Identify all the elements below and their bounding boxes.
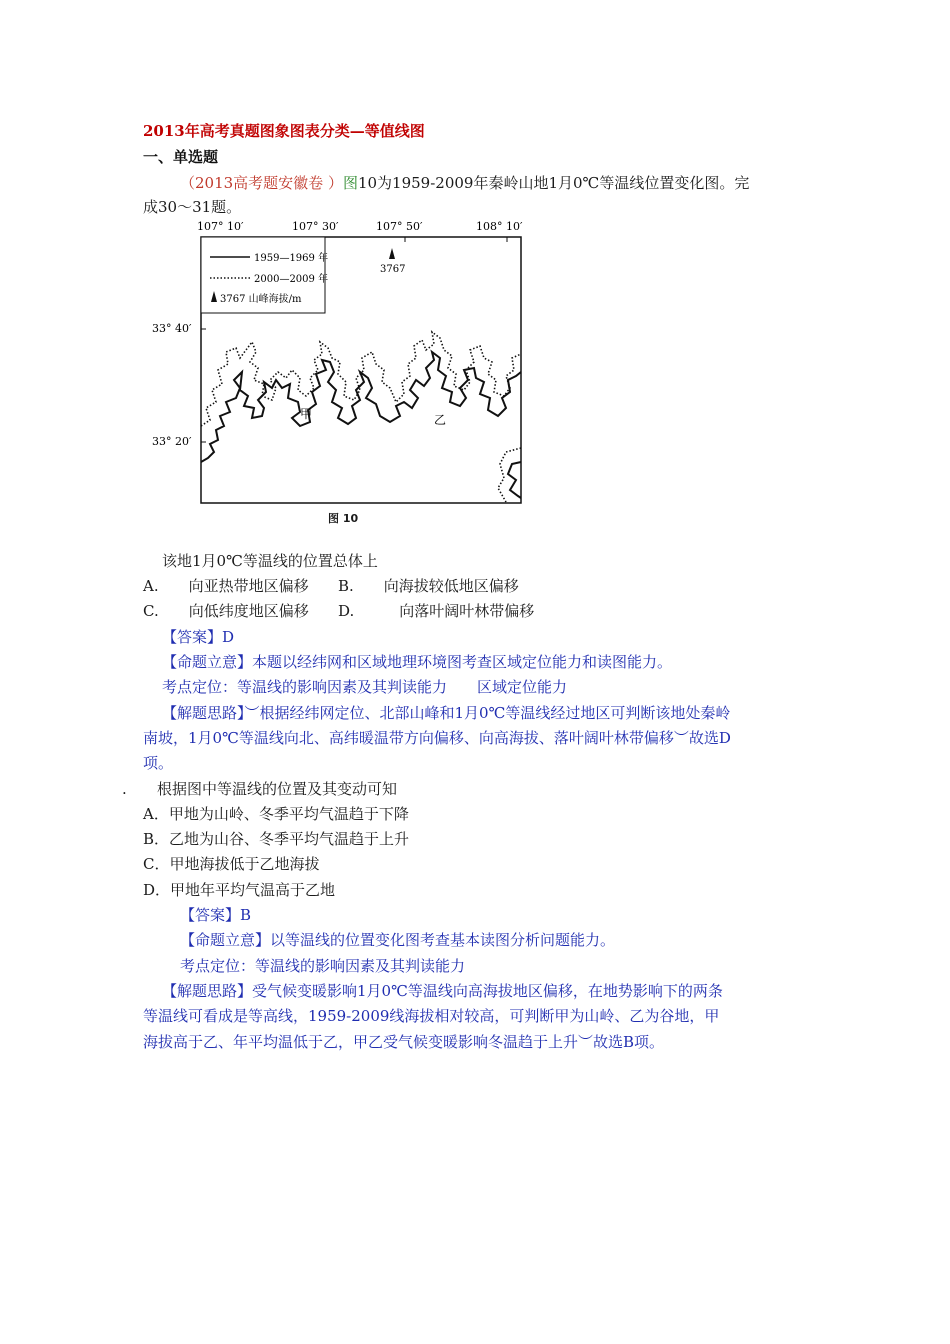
document-title: 2013年高考真题图象图表分类—等值线图 bbox=[143, 122, 425, 140]
q2-intent: 【命题立意】以等温线的位置变化图考查基本读图分析问题能力。 bbox=[180, 931, 616, 949]
intro-fig-ref: 图 bbox=[342, 174, 358, 192]
q2-idea-line-2: 等温线可看成是等高线，1959-2009线海拔相对较高，可判断甲为山岭、乙为谷地，甲 bbox=[143, 1007, 720, 1025]
q1-option-c: C. 向低纬度地区偏移 bbox=[143, 602, 309, 620]
q1-points: 考点定位：等温线的影响因素及其判读能力 区域定位能力 bbox=[162, 678, 568, 696]
q2-idea-line-3: 海拔高于乙、年平均温低于乙，甲乙受气候变暖影响冬温趋于上升︶故选B项。 bbox=[143, 1033, 665, 1051]
legend-solid: 1959—1969 年 bbox=[254, 253, 329, 264]
q1-stem: 该地1月0℃等温线的位置总体上 bbox=[162, 552, 378, 570]
q2-option-d: D．甲地年平均气温高于乙地 bbox=[143, 881, 336, 899]
q1-option-a: A. 向亚热带地区偏移 bbox=[143, 577, 309, 595]
lon-label-1: 107° 10′ bbox=[197, 220, 244, 233]
intro-text: 10为1959-2009年秦岭山地1月0℃等温线位置变化图。完 bbox=[357, 174, 750, 192]
intro-line-2: 成30～31题。 bbox=[143, 198, 242, 216]
isotherm-lower-right bbox=[508, 462, 521, 498]
q1-option-d: D. 向落叶阔叶林带偏移 bbox=[338, 602, 535, 620]
lon-label-3: 107° 50′ bbox=[376, 220, 423, 233]
lon-label-4: 108° 10′ bbox=[476, 220, 523, 233]
lon-label-2: 107° 30′ bbox=[292, 220, 339, 233]
q2-bullet: . bbox=[122, 780, 127, 798]
q2-idea-line-1: 【解题思路】受气候变暖影响1月0℃等温线向高海拔地区偏移，在地势影响下的两条 bbox=[162, 982, 723, 1000]
section-heading: 一、单选题 bbox=[143, 148, 219, 166]
q1-idea-line-3: 项。 bbox=[143, 754, 174, 772]
place-jia: 甲 bbox=[300, 407, 313, 421]
isotherm-2000 bbox=[201, 332, 521, 426]
q1-idea-line-2: 南坡，1月0℃等温线向北、高纬暖温带方向偏移、向高海拔、落叶阔叶林带偏移︶故选D bbox=[143, 729, 731, 747]
q1-intent: 【命题立意】本题以经纬网和区域地理环境图考查区域定位能力和读图能力。 bbox=[162, 653, 673, 671]
q1-option-b: B. 向海拔较低地区偏移 bbox=[338, 577, 519, 595]
intro-line-1 bbox=[180, 172, 749, 194]
q2-option-c: C．甲地海拔低于乙地海拔 bbox=[143, 855, 320, 873]
intro-source: （2013高考题安徽卷 ） bbox=[180, 174, 343, 192]
isotherm-map bbox=[140, 212, 540, 512]
peak-label: 3767 bbox=[380, 264, 406, 275]
figure-caption: 图 10 bbox=[328, 512, 359, 525]
lat-label-1: 33° 40′ bbox=[152, 322, 192, 335]
legend-dotted: 2000—2009 年 bbox=[254, 274, 329, 285]
q1-idea-line-1: 【解题思路】︶根据经纬网定位、北部山峰和1月0℃等温线经过地区可判断该地处秦岭 bbox=[162, 704, 731, 722]
lat-label-2: 33° 20′ bbox=[152, 435, 192, 448]
isotherm-1959 bbox=[201, 352, 521, 462]
peak-icon bbox=[389, 248, 395, 259]
legend-peak: 3767 山峰海拔/m bbox=[220, 294, 302, 305]
q2-stem: 根据图中等温线的位置及其变动可知 bbox=[157, 780, 398, 798]
q1-answer: 【答案】D bbox=[162, 628, 235, 646]
q2-option-a: A．甲地为山岭、冬季平均气温趋于下降 bbox=[143, 805, 409, 823]
place-yi: 乙 bbox=[434, 413, 447, 427]
q2-answer: 【答案】B bbox=[180, 906, 252, 924]
q2-points: 考点定位：等温线的影响因素及其判读能力 bbox=[180, 957, 466, 975]
q2-option-b: B．乙地为山谷、冬季平均气温趋于上升 bbox=[143, 830, 410, 848]
